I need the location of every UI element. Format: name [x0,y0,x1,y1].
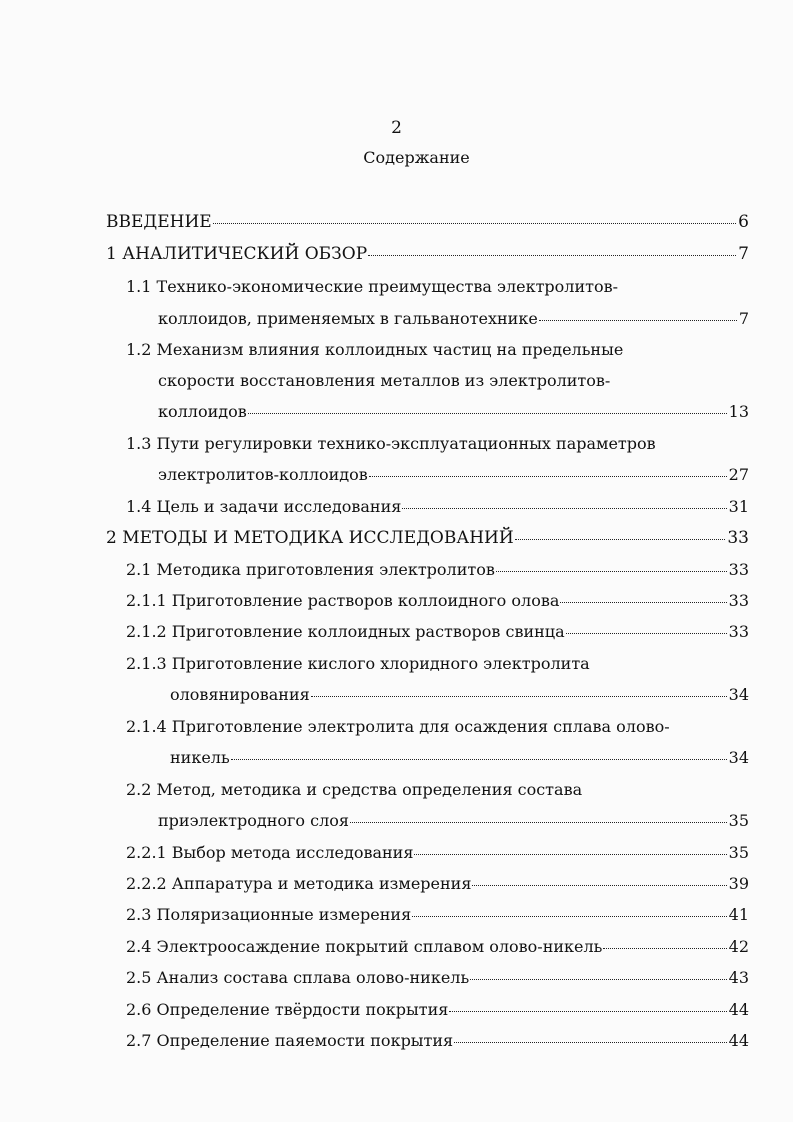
dot-leader [603,948,726,949]
dot-leader [248,413,727,414]
toc-entry-page: 33 [728,560,749,579]
toc-entry-title: 2.1.4 Приготовление электролита для осаждения сплава олово- [126,717,670,736]
toc-entry-page: 34 [728,748,749,767]
toc-entry-title: приэлектродного слоя [158,811,349,830]
toc-entry-title: ВВЕДЕНИЕ [106,212,212,232]
toc-entry-title: 2.1.1 Приготовление растворов коллоидного олова [126,591,560,610]
toc-entry[interactable] [0,523,793,553]
toc-entry-page: 33 [728,591,749,610]
toc-entry-continuation[interactable] [0,680,793,710]
page-number: 2 [391,118,402,138]
dot-leader [449,1011,726,1012]
toc-heading: Содержание [363,148,470,167]
toc-entry-page: 6 [738,212,749,232]
toc-entry-title: 2.2 Метод, методика и средства определения состава [126,780,583,799]
toc-entry-continuation[interactable] [0,397,793,427]
toc-entry[interactable] [0,335,793,365]
toc-entry-title: 2.1.2 Приготовление коллоидных растворов свинца [126,622,565,641]
toc-entry-page: 34 [728,685,749,704]
toc-entry-title: 2.1.3 Приготовление кислого хлоридного электролита [126,654,590,673]
toc-entry[interactable] [0,712,793,742]
dot-leader [454,1042,726,1043]
dot-leader [566,633,727,634]
toc-entry[interactable] [0,775,793,805]
toc-entry-title: коллоидов, применяемых в гальванотехнике [158,309,538,328]
toc-entry-page: 39 [728,874,749,893]
toc-entry-title: никель [170,748,230,767]
toc-entry-title: 1.2 Механизм влияния коллоидных частиц на предельные [126,340,624,359]
toc-entry[interactable] [0,838,793,868]
dot-leader [368,255,736,256]
toc-entry-title: 2.2.2 Аппаратура и методика измерения [126,874,472,893]
toc-entry[interactable] [0,900,793,930]
toc-entry[interactable] [0,995,793,1025]
toc-entry-continuation[interactable] [0,743,793,773]
toc-entry-page: 35 [728,811,749,830]
toc-entry-continuation[interactable] [0,460,793,490]
toc-entry[interactable] [0,239,793,269]
toc-entry-title: коллоидов [158,402,247,421]
toc-entry[interactable] [0,932,793,962]
dot-leader [414,854,726,855]
toc-entry[interactable] [0,963,793,993]
dot-leader [311,696,727,697]
toc-entry[interactable] [0,586,793,616]
toc-entry-title: 2.3 Поляризационные измерения [126,905,412,924]
toc-entry[interactable] [0,617,793,647]
toc-entry-title: 2 МЕТОДЫ И МЕТОДИКА ИССЛЕДОВАНИЙ [106,528,514,548]
toc-entry-page: 27 [728,465,749,484]
dot-leader [402,508,726,509]
toc-entry-page: 43 [728,968,749,987]
toc-entry-page: 7 [738,244,749,264]
dot-leader [515,539,726,540]
toc-entry-page: 33 [728,622,749,641]
toc-entry-continuation[interactable] [0,366,793,396]
toc-entry[interactable] [0,1026,793,1056]
toc-entry-title: 2.1 Методика приготовления электролитов [126,560,495,579]
toc-entry[interactable] [0,429,793,459]
dot-leader [350,822,727,823]
toc-entry-title: 2.6 Определение твёрдости покрытия [126,1000,449,1019]
toc-entry[interactable] [0,555,793,585]
dot-leader [231,759,727,760]
toc-entry-continuation[interactable] [0,806,793,836]
dot-leader [213,223,736,224]
toc-entry[interactable] [0,492,793,522]
dot-leader [560,602,726,603]
toc-entry-title: 2.5 Анализ состава сплава олово-никель [126,968,470,987]
toc-entry-page: 41 [728,905,749,924]
toc-entry-page: 42 [728,937,749,956]
toc-entry-title: 1 АНАЛИТИЧЕСКИЙ ОБЗОР [106,244,368,264]
toc-entry-title: оловянирования [170,685,310,704]
dot-leader [470,979,726,980]
dot-leader [412,916,726,917]
toc-entry-title: 2.4 Электроосаждение покрытий сплавом олово-никель [126,937,603,956]
toc-entry-page: 7 [738,309,749,328]
dot-leader [369,476,727,477]
toc-entry[interactable] [0,272,793,302]
toc-entry[interactable] [0,869,793,899]
toc-entry-title: 1.3 Пути регулировки технико-эксплуатационных параметров [126,434,656,453]
dot-leader [539,320,737,321]
toc-entry-title: 1.4 Цель и задачи исследования [126,497,402,516]
toc-entry-title: 1.1 Технико-экономические преимущества электролитов- [126,277,619,296]
toc-entry-title: электролитов-коллоидов [158,465,368,484]
toc-entry-page: 33 [727,528,749,548]
toc-entry-title: 2.2.1 Выбор метода исследования [126,843,414,862]
dot-leader [496,571,727,572]
toc-entry[interactable] [0,649,793,679]
toc-entry-page: 13 [728,402,749,421]
toc-entry-page: 44 [728,1031,749,1050]
toc-entry-title: скорости восстановления металлов из электролитов- [158,371,611,390]
toc-entry-page: 44 [728,1000,749,1019]
toc-entry[interactable] [0,207,793,237]
toc-entry-continuation[interactable] [0,304,793,334]
toc-entry-title: 2.7 Определение паяемости покрытия [126,1031,454,1050]
dot-leader [472,885,726,886]
toc-entry-page: 35 [728,843,749,862]
toc-entry-page: 31 [728,497,749,516]
